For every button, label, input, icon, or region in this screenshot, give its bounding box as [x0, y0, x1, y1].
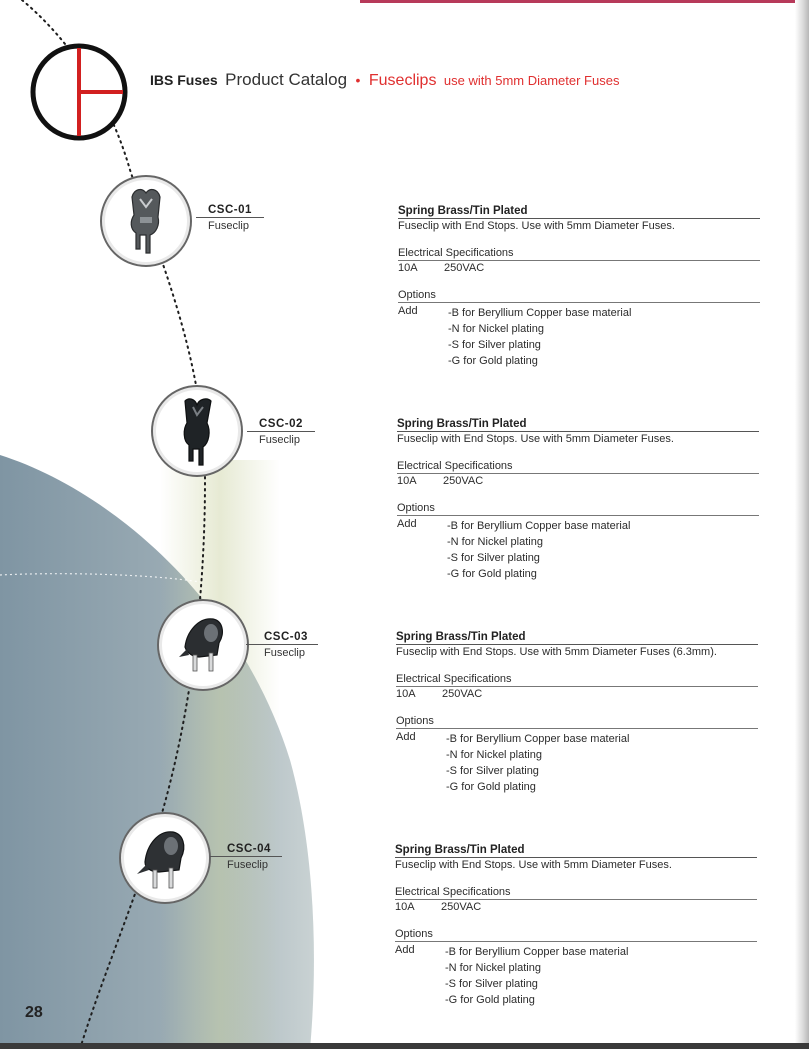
options-label: Add [398, 305, 418, 317]
fuseclip-icon [159, 601, 247, 689]
header-separator: • [355, 72, 361, 88]
option-item: -G for Gold plating [447, 568, 537, 580]
voltage-rating: 250VAC [441, 901, 482, 913]
option-item: -G for Gold plating [448, 355, 538, 367]
description: Fuseclip with End Stops. Use with 5mm Diameter Fuses. [397, 433, 674, 445]
current-rating: 10A [395, 901, 415, 913]
voltage-rating: 250VAC [444, 262, 485, 274]
brand-name: IBS Fuses [150, 72, 218, 88]
product-spec-csc-02 [397, 418, 759, 582]
fuseclip-icon [121, 814, 209, 902]
material: Spring Brass/Tin Plated [396, 631, 758, 645]
section-subtitle: use with 5mm Diameter Fuses [443, 73, 620, 88]
page-edge-bottom [0, 1043, 809, 1049]
option-item: -B for Beryllium Copper base material [445, 946, 629, 958]
voltage-rating: 250VAC [442, 688, 483, 700]
options-list [448, 305, 631, 369]
product-name: Fuseclip [264, 647, 305, 659]
section-title: Fuseclips [368, 72, 437, 89]
options-label: Add [395, 944, 415, 956]
product-code: CSC-04 [227, 843, 271, 855]
option-item: -N for Nickel plating [446, 749, 542, 761]
product-code: CSC-03 [264, 631, 308, 643]
page-header [150, 70, 619, 90]
option-item: -S for Silver plating [447, 552, 540, 564]
option-item: -B for Beryllium Copper base material [447, 520, 631, 532]
options-block [397, 518, 759, 582]
options-list [445, 944, 628, 1008]
product-spec-csc-03 [396, 631, 758, 795]
product-name: Fuseclip [259, 434, 300, 446]
fuseclip-icon [153, 387, 241, 475]
material: Spring Brass/Tin Plated [395, 844, 757, 858]
options-heading: Options [395, 928, 757, 942]
description: Fuseclip with End Stops. Use with 5mm Diameter Fuses (6.3mm). [396, 646, 717, 658]
product-code: CSC-01 [208, 204, 252, 216]
options-block [395, 944, 757, 1008]
options-label: Add [397, 518, 417, 530]
electrical-row [396, 688, 758, 700]
product-code-underline [247, 431, 315, 432]
voltage-rating: 250VAC [443, 475, 484, 487]
catalog-title: Product Catalog [225, 70, 348, 89]
electrical-heading: Electrical Specifications [395, 886, 757, 900]
option-item: -N for Nickel plating [445, 962, 541, 974]
product-code-underline [210, 856, 282, 857]
electrical-heading: Electrical Specifications [396, 673, 758, 687]
current-rating: 10A [398, 262, 418, 274]
product-code-underline [196, 217, 264, 218]
page-number: 28 [25, 1004, 43, 1021]
product-name: Fuseclip [227, 859, 268, 871]
option-item: -G for Gold plating [445, 994, 535, 1006]
electrical-heading: Electrical Specifications [397, 460, 759, 474]
electrical-heading: Electrical Specifications [398, 247, 760, 261]
option-item: -S for Silver plating [445, 978, 538, 990]
options-list [446, 731, 629, 795]
product-spec-csc-01 [398, 205, 760, 369]
options-heading: Options [398, 289, 760, 303]
material: Spring Brass/Tin Plated [397, 418, 759, 432]
option-item: -B for Beryllium Copper base material [448, 307, 632, 319]
options-heading: Options [397, 502, 759, 516]
option-item: -N for Nickel plating [447, 536, 543, 548]
option-item: -N for Nickel plating [448, 323, 544, 335]
options-heading: Options [396, 715, 758, 729]
product-image-csc-03 [157, 599, 249, 691]
product-code: CSC-02 [259, 418, 303, 430]
options-block [396, 731, 758, 795]
current-rating: 10A [397, 475, 417, 487]
description: Fuseclip with End Stops. Use with 5mm Diameter Fuses. [398, 220, 675, 232]
description: Fuseclip with End Stops. Use with 5mm Diameter Fuses. [395, 859, 672, 871]
options-label: Add [396, 731, 416, 743]
option-item: -G for Gold plating [446, 781, 536, 793]
product-code-underline [246, 644, 318, 645]
option-item: -S for Silver plating [448, 339, 541, 351]
option-item: -B for Beryllium Copper base material [446, 733, 630, 745]
electrical-row [397, 475, 759, 487]
page-edge-shadow [795, 0, 809, 1049]
product-name: Fuseclip [208, 220, 249, 232]
product-image-csc-04 [119, 812, 211, 904]
material: Spring Brass/Tin Plated [398, 205, 760, 219]
options-block [398, 305, 760, 369]
option-item: -S for Silver plating [446, 765, 539, 777]
product-spec-csc-04 [395, 844, 757, 1008]
electrical-row [395, 901, 757, 913]
options-list [447, 518, 630, 582]
product-image-csc-02 [151, 385, 243, 477]
fuseclip-icon [102, 177, 190, 265]
electrical-row [398, 262, 760, 274]
product-image-csc-01 [100, 175, 192, 267]
top-edge-accent [360, 0, 809, 3]
current-rating: 10A [396, 688, 416, 700]
ibs-logo-icon [30, 43, 128, 141]
